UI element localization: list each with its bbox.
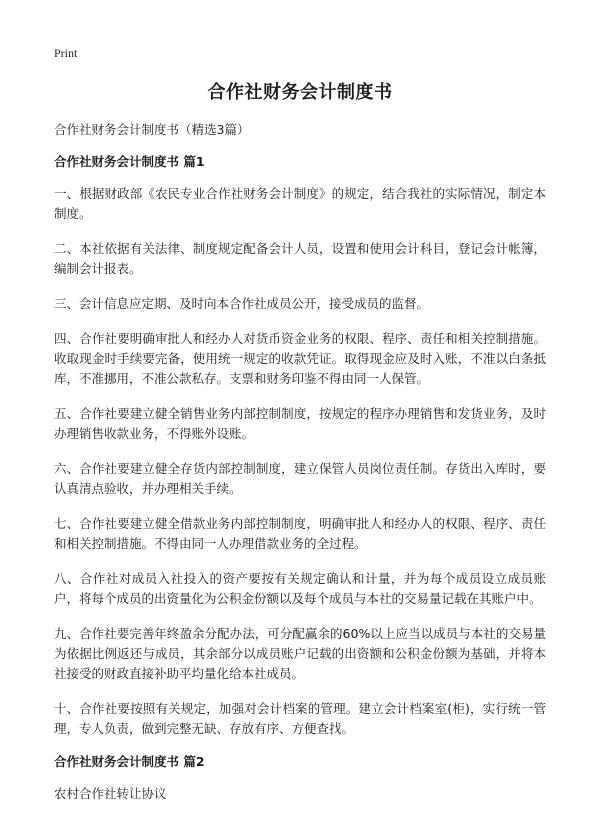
paragraph-6: 六、合作社要建立健全存货内部控制制度，建立保管人员岗位责任制。存货出入库时，要认真清点验收，并办理相关手续。 xyxy=(54,461,546,496)
print-link[interactable]: Print xyxy=(54,46,78,60)
section-heading-2: 合作社财务会计制度书 篇2 xyxy=(54,754,205,769)
section-heading-1: 合作社财务会计制度书 篇1 xyxy=(54,154,205,169)
paragraph-8: 八、合作社对成员入社投入的资产要按有关规定确认和计量，并为每个成员设立成员账户，将每个成员的出资量化为公积金份额以及每个成员与本社的交易量记载在其账户中。 xyxy=(54,571,546,606)
paragraph-9: 九、合作社要完善年终盈余分配办法，可分配赢余的60%以上应当以成员与本社的交易量为依据比例返还与成员，其余部分以成员账户记载的出资额和公积金份额为基础，并将本社接受的财政直接补助平均量化给本社成员。 xyxy=(54,626,546,681)
paragraph-5: 五、合作社要建立健全销售业务内部控制制度，按规定的程序办理销售和发货业务，及时办理销售收款业务，不得账外设账。 xyxy=(54,406,546,441)
paragraph-10: 十、合作社要按照有关规定，加强对会计档案的管理。建立会计档案室(柜)，实行统一管理，专人负责，做到完整无缺、存放有序、方便查找。 xyxy=(54,701,546,736)
paragraph-1: 一、根据财政部《农民专业合作社财务会计制度》的规定，结合我社的实际情况，制定本制度。 xyxy=(54,186,546,221)
paragraph-4: 四、合作社要明确审批人和经办人对货币资金业务的权限、程序、责任和相关控制措施。收取现金时手续要完备，使用统一规定的收款凭证。取得现金应及时入账，不准以白条抵库，不准挪用，不准公款私存。支票和财务印鉴不得由同一人保管。 xyxy=(54,331,546,386)
section-2-first-line: 农村合作社转让协议 xyxy=(54,786,167,801)
paragraph-7: 七、合作社要建立健全借款业务内部控制制度，明确审批人和经办人的权限、程序、责任和相关控制措施。不得由同一人办理借款业务的全过程。 xyxy=(54,516,546,551)
document-subtitle: 合作社财务会计制度书（精选3篇） xyxy=(54,122,250,137)
paragraph-2: 二、本社依据有关法律、制度规定配备会计人员，设置和使用会计科目，登记会计帐簿，编制会计报表。 xyxy=(54,241,546,276)
page-title: 合作社财务会计制度书 xyxy=(207,82,393,103)
paragraph-3: 三、会计信息应定期、及时向本合作社成员公开，接受成员的监督。 xyxy=(54,296,430,311)
